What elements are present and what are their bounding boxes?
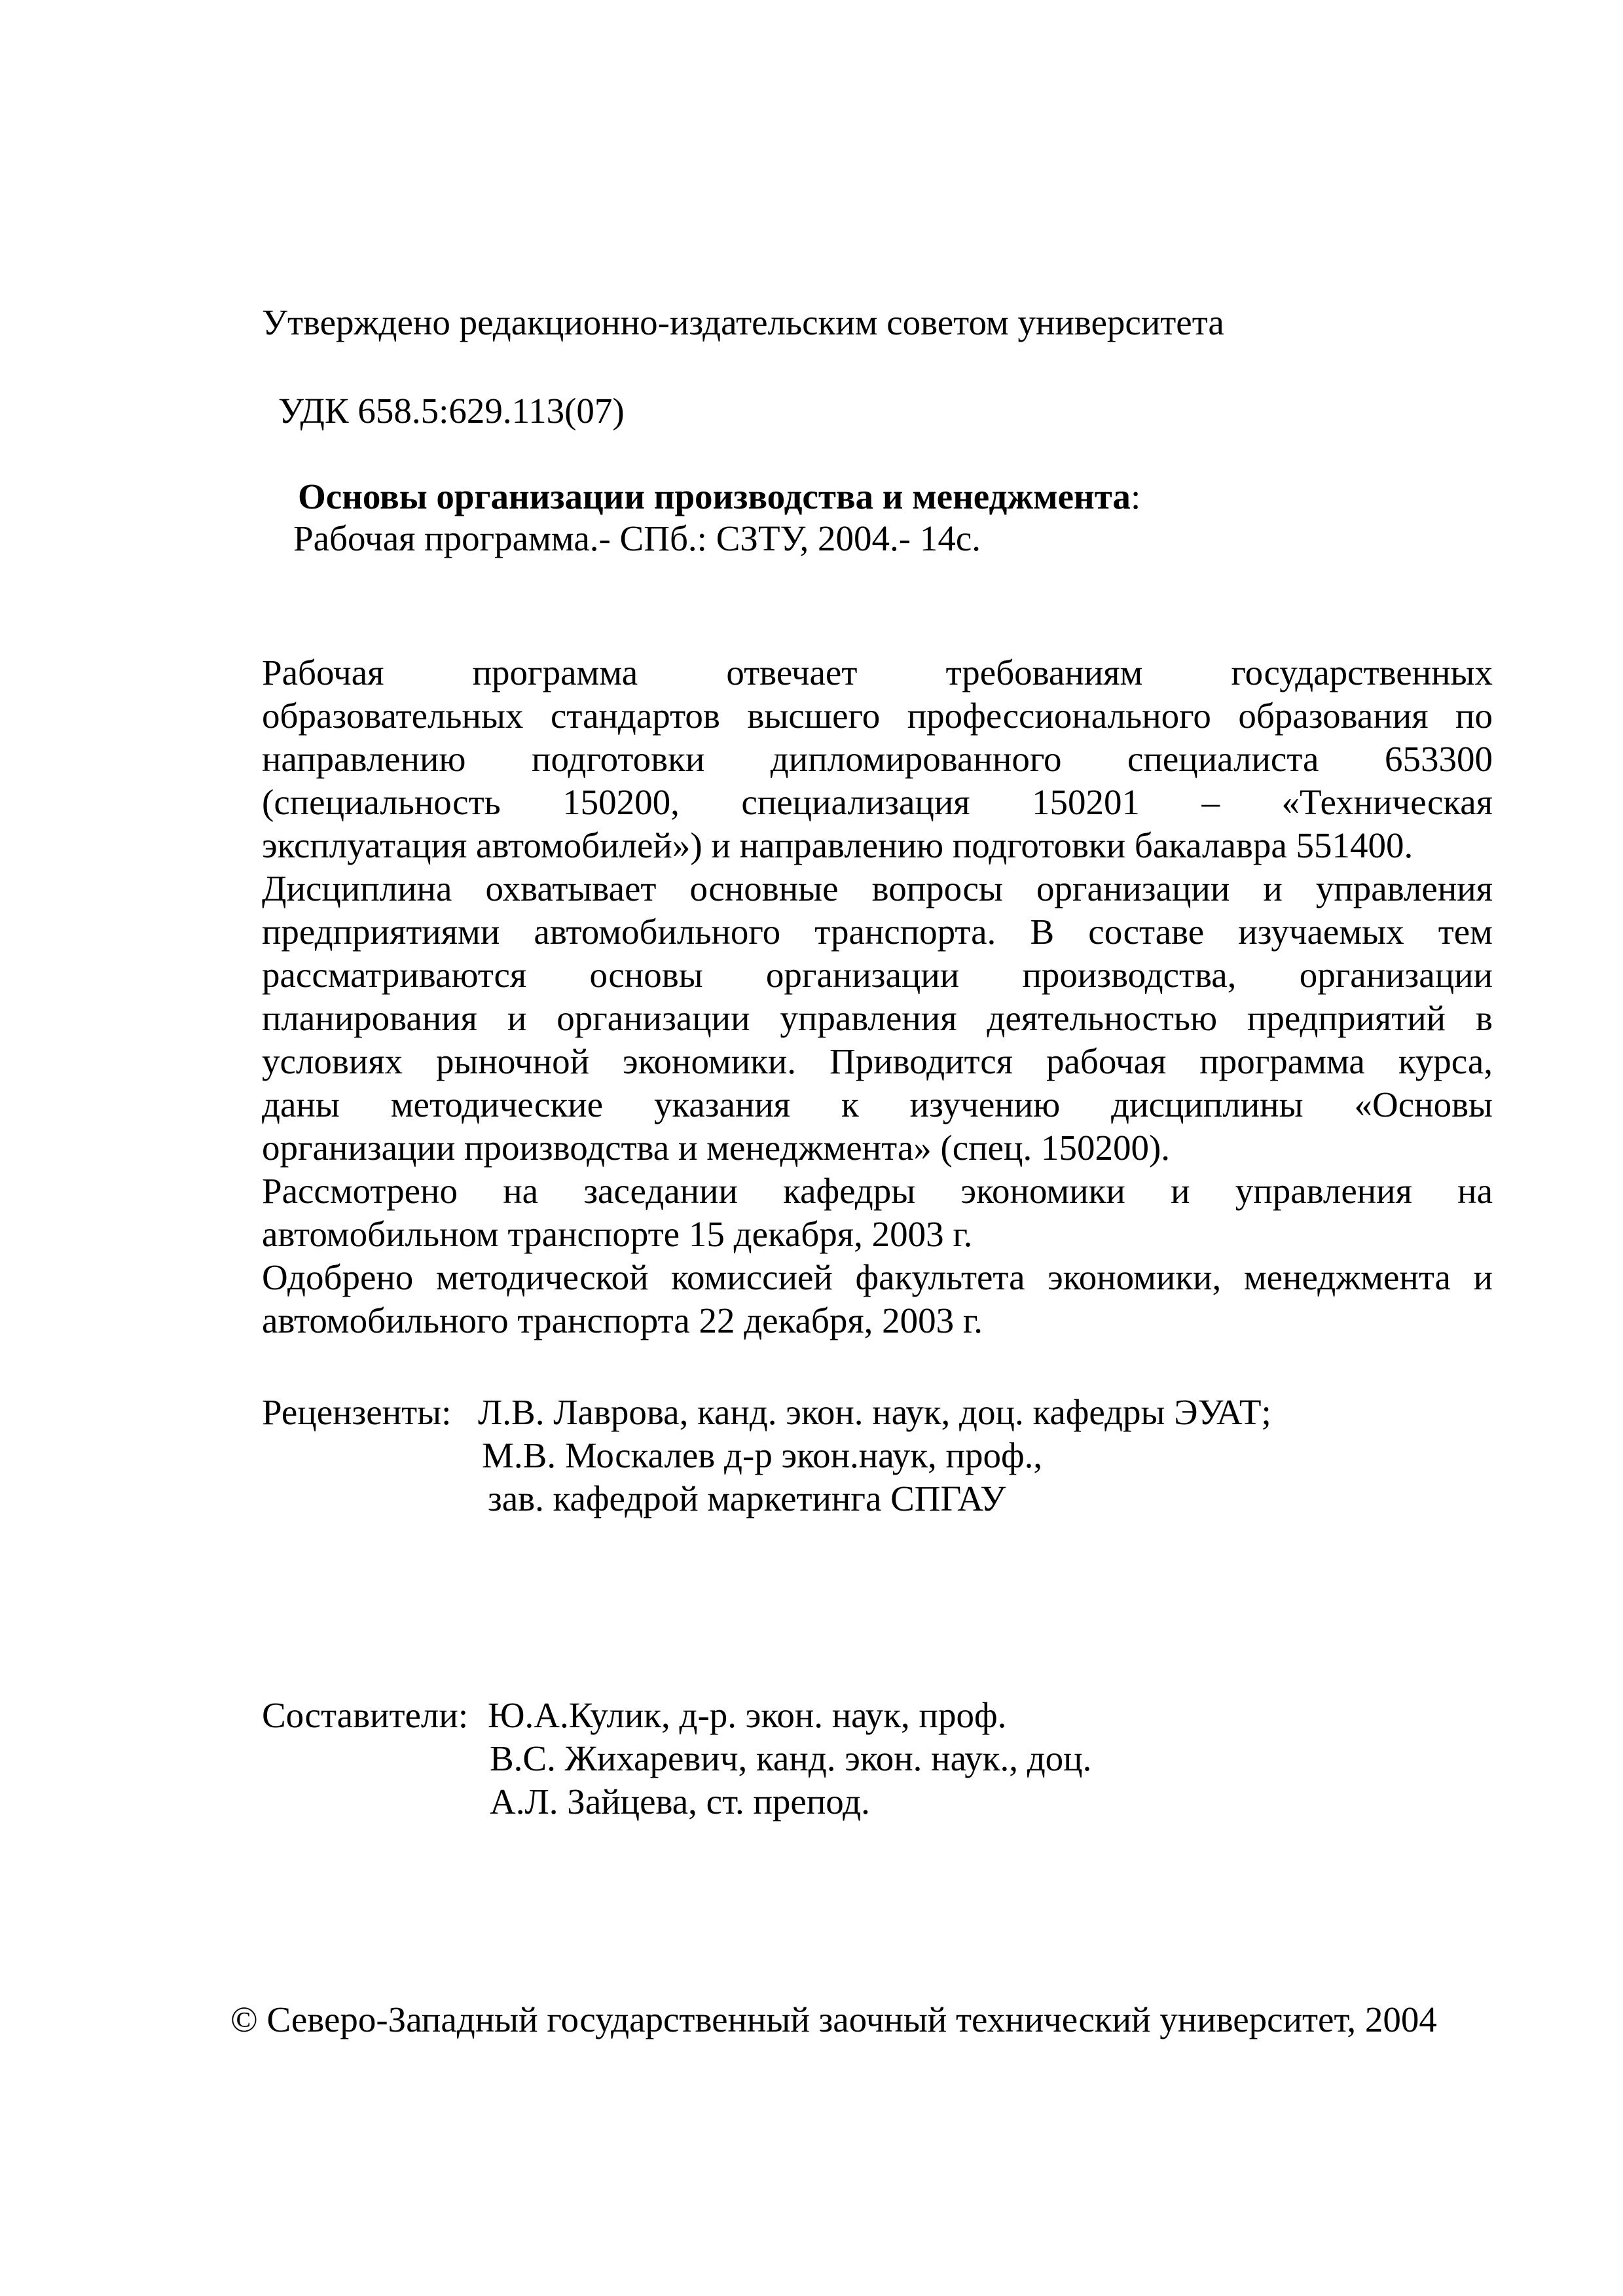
- abstract-line: Одобрено методической комиссией факультета экономики, менеджмента и: [262, 1257, 1493, 1297]
- reviewer-line: Л.В. Лаврова, канд. экон. наук, доц. кафедры ЭУАТ;: [478, 1392, 1271, 1432]
- abstract-line: Рабочая программа отвечает требованиям государственных: [262, 653, 1493, 692]
- abstract-line: (специальность 150200, специализация 150201 – «Техническая: [262, 782, 1493, 822]
- abstract-line: планирования и организации управления деятельностью предприятий в: [262, 998, 1493, 1038]
- abstract-line: организации производства и менеджмента» (спец. 150200).: [262, 1128, 1171, 1168]
- abstract-line: условиях рыночной экономики. Приводится рабочая программа курса,: [262, 1041, 1493, 1081]
- abstract-line: Дисциплина охватывает основные вопросы организации и управления: [262, 869, 1493, 908]
- abstract-line: рассматриваются основы организации производства, организации: [262, 955, 1493, 995]
- reviewers-label: Рецензенты:: [262, 1392, 452, 1432]
- biblio-title-colon: :: [1130, 476, 1141, 516]
- abstract-line: направлению подготовки дипломированного специалиста 653300: [262, 739, 1493, 779]
- biblio-title-line: [298, 475, 1140, 518]
- abstract-line: Рассмотрено на заседании кафедры экономики и управления на: [262, 1171, 1493, 1211]
- abstract-line: автомобильного транспорта 22 декабря, 2003 г.: [262, 1300, 983, 1340]
- biblio-title: Основы организации производства и менеджмента: [298, 476, 1131, 516]
- abstract-line: предприятиями автомобильного транспорта. В составе изучаемых тем: [262, 912, 1493, 952]
- reviewer-line: зав. кафедрой маркетинга СПГАУ: [488, 1479, 1006, 1518]
- approval-line: Утверждено редакционно-издательским советом университета: [262, 302, 1224, 342]
- abstract-line: эксплуатация автомобилей») и направлению подготовки бакалавра 551400.: [262, 825, 1413, 865]
- compilers-label: Составители:: [262, 1695, 469, 1735]
- abstract-line: даны методические указания к изучению дисциплины «Основы: [262, 1085, 1493, 1124]
- compiler-line: А.Л. Зайцева, ст. препод.: [490, 1782, 870, 1821]
- compiler-line: В.С. Жихаревич, канд. экон. наук., доц.: [490, 1738, 1092, 1778]
- reviewer-line: М.В. Москалев д-р экон.наук, проф.,: [482, 1435, 1043, 1475]
- compiler-line: Ю.А.Кулик, д-р. экон. наук, проф.: [488, 1695, 1007, 1735]
- abstract-line: автомобильном транспорте 15 декабря, 2003 г.: [262, 1214, 973, 1254]
- copyright-line: © Северо-Западный государственный заочный технический университет, 2004: [230, 2000, 1437, 2039]
- abstract-line: образовательных стандартов высшего профессионального образования по: [262, 696, 1493, 736]
- biblio-details: Рабочая программа.- СПб.: СЗТУ, 2004.- 14с.: [293, 518, 981, 558]
- udk-code: УДК 658.5:629.113(07): [278, 391, 625, 431]
